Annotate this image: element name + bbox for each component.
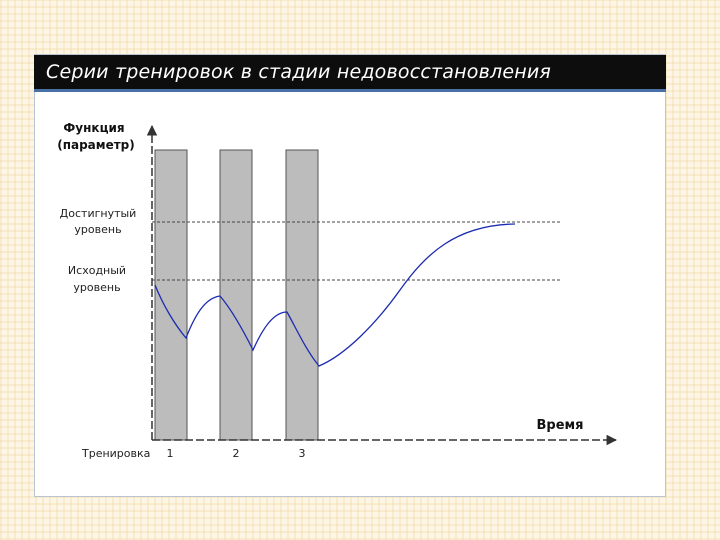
y-axis-label-line1: Функция [63, 121, 125, 135]
baseline-level-label-line2: уровень [73, 281, 121, 294]
baseline-level-label-line1: Исходный [67, 264, 127, 277]
training-bar-3 [286, 150, 318, 440]
training-label: Тренировка [82, 447, 151, 460]
session-label-1: 1 [166, 447, 174, 460]
achieved-level-label-line1: Достигнутый [59, 207, 137, 220]
training-bar-2 [220, 150, 252, 440]
y-axis-label-line2: (параметр) [57, 138, 135, 152]
slide-title: Серии тренировок в стадии недовосстановления [46, 61, 552, 83]
session-label-2: 2 [232, 447, 240, 460]
function-curve [155, 224, 515, 366]
achieved-level-label-line2: уровень [74, 223, 122, 236]
session-label-3: 3 [298, 447, 306, 460]
x-axis-label: Время [536, 418, 584, 433]
